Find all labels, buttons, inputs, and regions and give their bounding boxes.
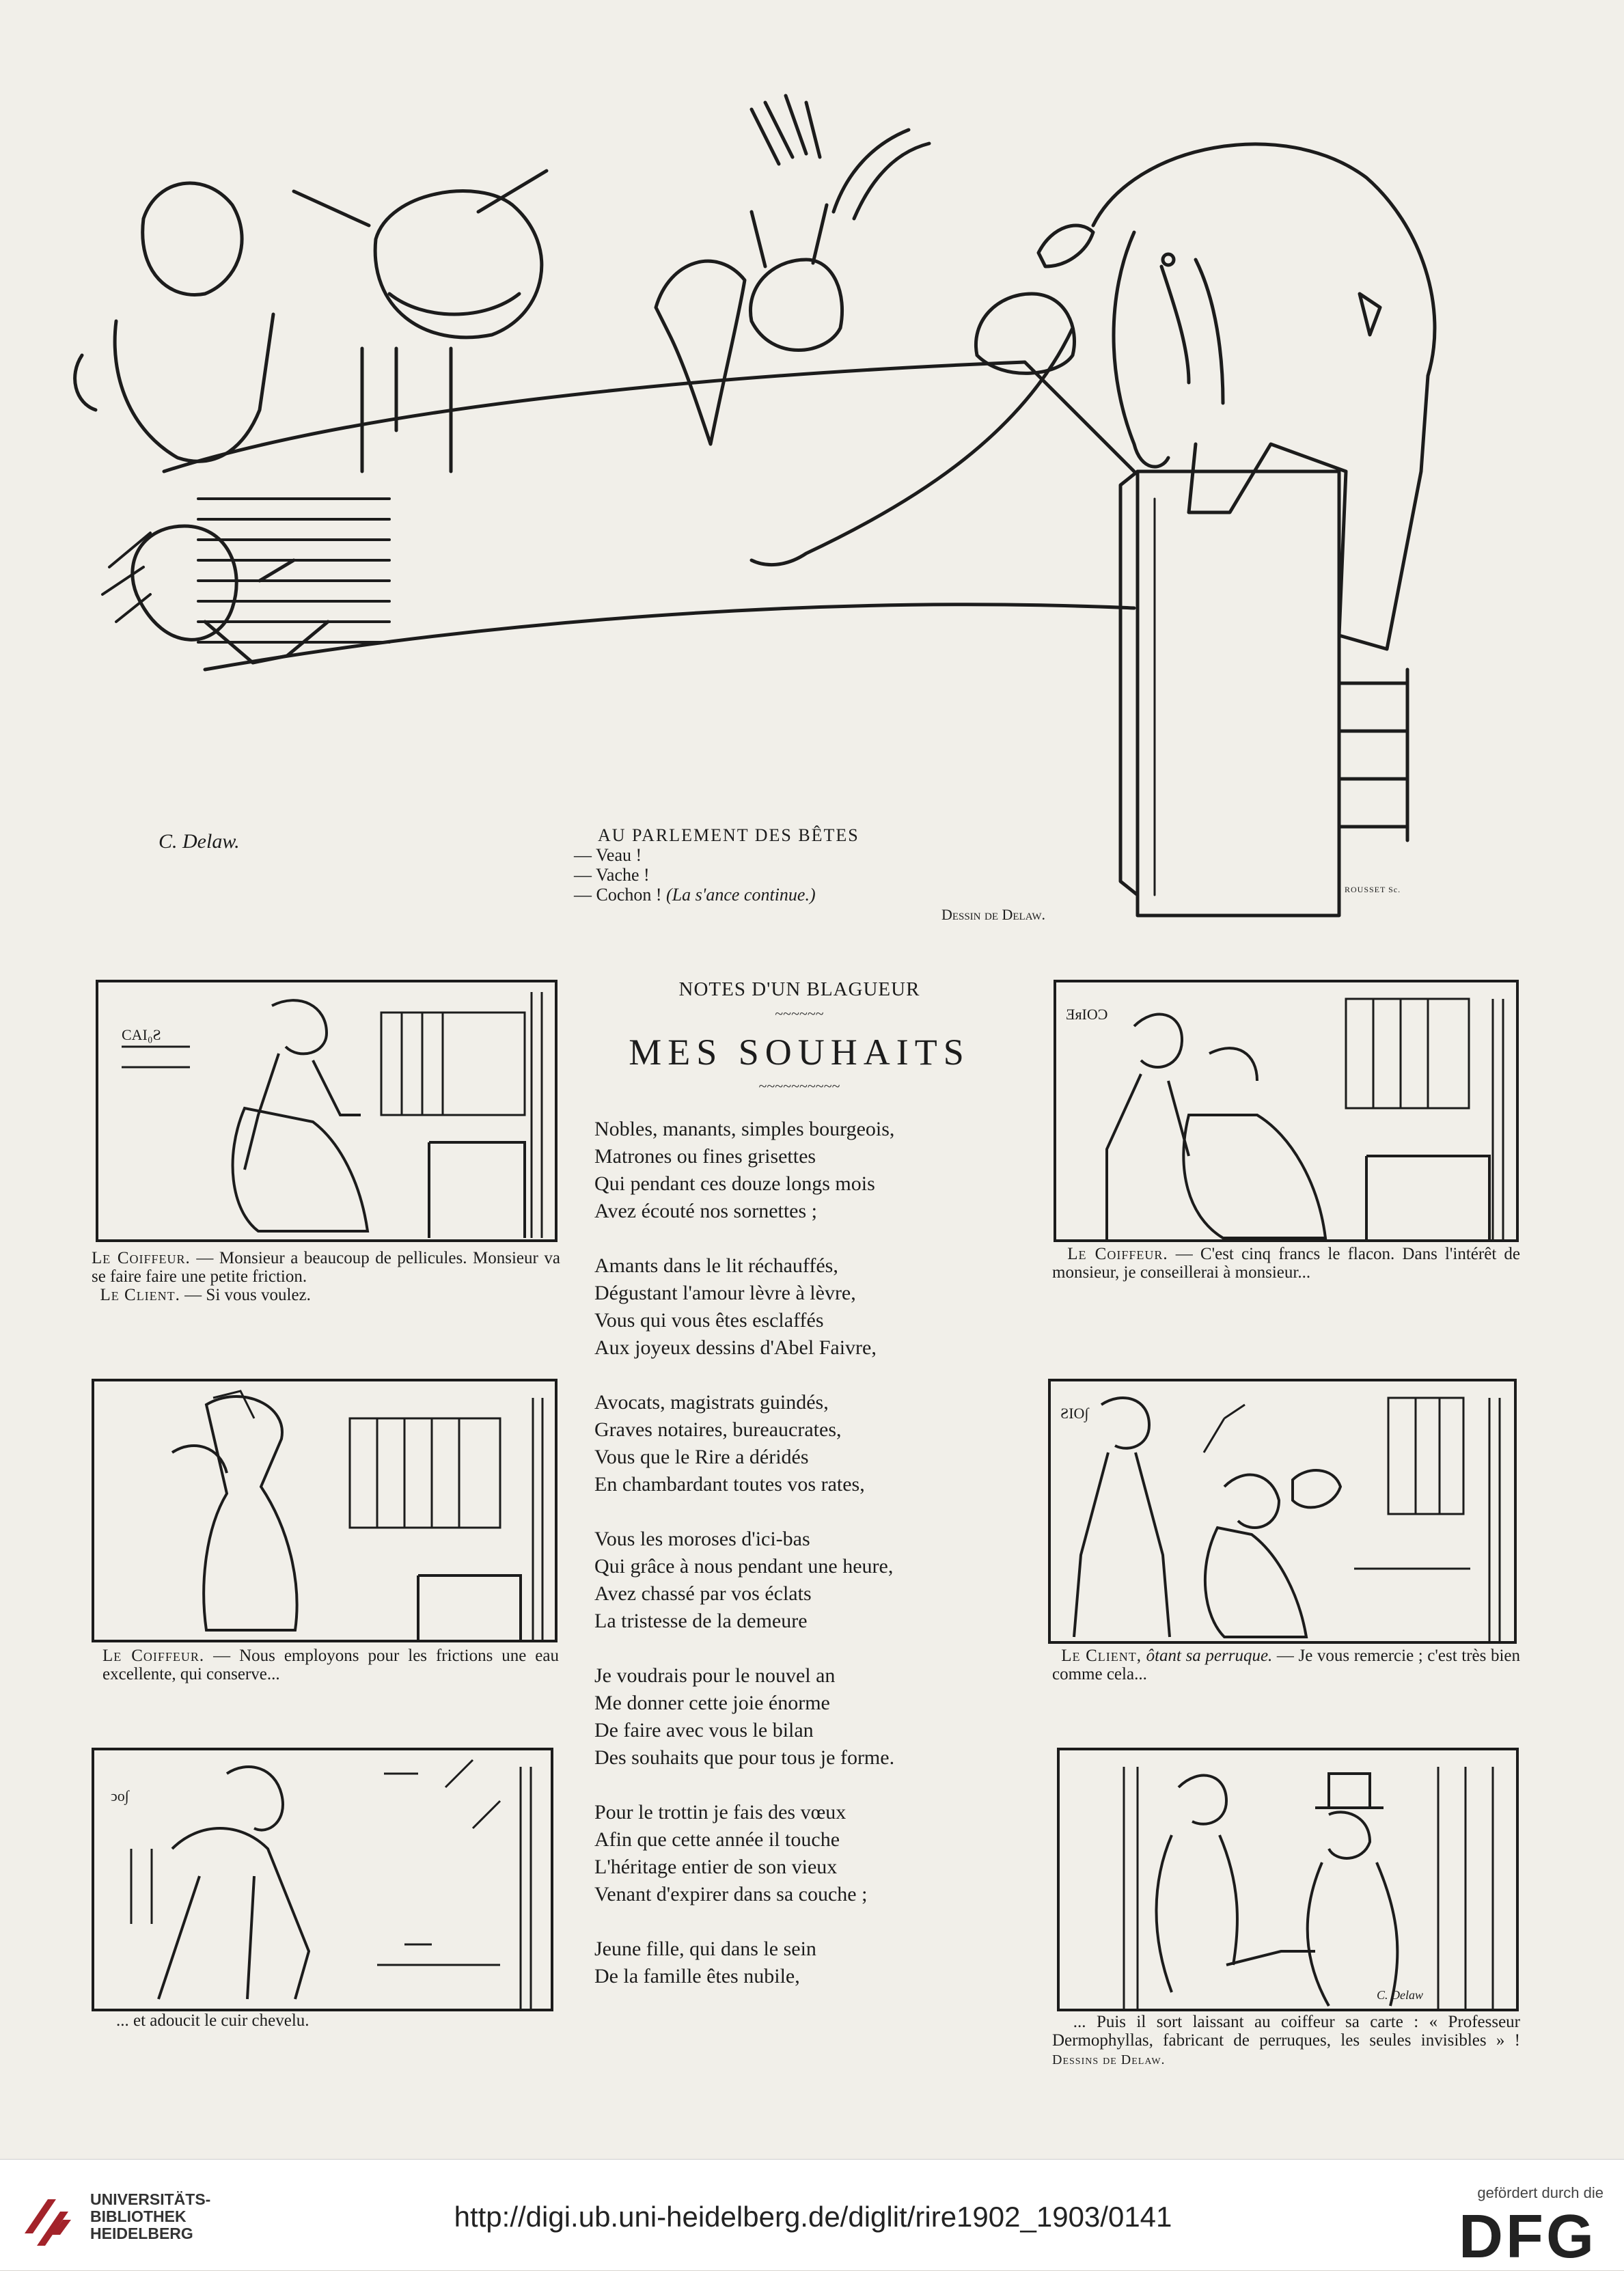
verse-line: Vous les moroses d'ici-bas	[594, 1528, 810, 1550]
verse-line: De faire avec vous le bilan	[594, 1719, 814, 1742]
caption-line	[574, 885, 1073, 905]
verse-line: Amants dans le lit réchauffés,	[594, 1254, 838, 1277]
verse-line: En chambardant toutes vos rates,	[594, 1473, 865, 1496]
comic-panel-left-1	[94, 978, 559, 1243]
verse-line: Je voudrais pour le nouvel an	[594, 1664, 836, 1687]
uni-name-line: UNIVERSITÄTS-	[90, 2190, 211, 2208]
dfg-logo: DFG	[1459, 2203, 1597, 2271]
comic-panel-right-2	[1047, 1377, 1518, 1645]
verse-line: Nobles, manants, simples bourgeois,	[594, 1118, 895, 1140]
speaker: Le Coiffeur.	[102, 1647, 205, 1665]
verse-line: Jeune fille, qui dans le sein	[594, 1938, 816, 1960]
caption-title: AU PARLEMENT DES BÊTES	[598, 825, 859, 845]
caption-italic: (La s'ance continue.)	[666, 885, 816, 905]
panel-left-3-caption	[116, 2011, 553, 2030]
top-illustration-caption	[574, 825, 1073, 924]
svg-text:ƎᴙIOƆ: ƎᴙIOƆ	[1066, 1006, 1108, 1023]
verse-line: La tristesse de la demeure	[594, 1610, 808, 1632]
verse-line: Matrones ou fines grisettes	[594, 1145, 816, 1168]
stanza-4	[594, 1526, 1011, 1635]
verse-line: Dégustant l'amour lèvre à lèvre,	[594, 1282, 856, 1304]
verse-line: Venant d'expirer dans sa couche ;	[594, 1883, 868, 1905]
svg-text:C. Delaw: C. Delaw	[1377, 1988, 1424, 2002]
verse-line: Des souhaits que pour tous je forme.	[594, 1746, 895, 1769]
ornament-2: ~~~~~~~~~~	[758, 1077, 840, 1095]
dialogue: — Si vous voulez.	[180, 1286, 311, 1304]
poem-column	[588, 978, 1011, 2018]
panel-right-2-caption	[1052, 1647, 1520, 1683]
verse-line: Aux joyeux dessins d'Abel Faivre,	[594, 1336, 877, 1359]
dialogue: — Nous employons pour les frictions une eau excellente, qui conserve...	[102, 1647, 559, 1683]
caption-line: — Vache !	[574, 865, 650, 885]
dialogue: ... et adoucit le cuir chevelu.	[116, 2011, 309, 2030]
stanza-6	[594, 1799, 1011, 1908]
verse-line: Qui grâce à nous pendant une heure,	[594, 1555, 894, 1578]
svg-text:ↄo∫: ↄo∫	[111, 1787, 129, 1804]
uni-name-line: HEIDELBERG	[90, 2225, 193, 2242]
comic-panel-left-2	[90, 1377, 559, 1644]
stage-direction: ôtant sa perruque.	[1141, 1647, 1273, 1665]
digitization-footer	[0, 2159, 1624, 2270]
svg-text:CAI₀Ƨ: CAI₀Ƨ	[122, 1026, 161, 1043]
drawings-credit: Dessins de Delaw.	[1052, 2052, 1166, 2067]
dialogue: — Monsieur a beaucoup de pellicules. Monsieur va se faire faire une petite friction.	[92, 1249, 560, 1286]
comic-panel-right-1	[1052, 978, 1520, 1243]
caption-line: — Veau !	[574, 845, 642, 865]
verse-line: Pour le trottin je fais des vœux	[594, 1801, 847, 1823]
verse-line: L'héritage entier de son vieux	[594, 1856, 838, 1878]
ornament: ~~~~~~	[775, 1005, 824, 1022]
stanza-7	[594, 1936, 1011, 1990]
poem-title: MES SOUHAITS	[629, 1032, 970, 1073]
caption-line-text: — Cochon !	[574, 885, 667, 905]
verse-line: Qui pendant ces douze longs mois	[594, 1172, 875, 1195]
speaker: Le Client,	[1061, 1647, 1142, 1665]
stanza-3	[594, 1389, 1011, 1498]
permalink-url[interactable]: http://digi.ub.uni-heidelberg.de/diglit/rire1902_1903/0141	[454, 2201, 1172, 2233]
speaker: Le Client.	[100, 1286, 180, 1304]
university-library-name	[90, 2191, 210, 2242]
parliament-of-beasts-illustration	[68, 89, 1537, 943]
verse-line: Afin que cette année il touche	[594, 1828, 840, 1851]
dialogue: ... Puis il sort laissant au coiffeur sa carte : « Professeur Dermophyllas, fabricant de perruques, les seules invisibles » !	[1052, 2013, 1520, 2050]
speaker: Le Coiffeur.	[1067, 1245, 1168, 1263]
sponsor-text: gefördert durch die	[1477, 2184, 1604, 2201]
panel-left-1-caption	[92, 1249, 560, 1304]
university-library-logo-icon	[20, 2192, 79, 2251]
verse-line: Avez écouté nos sornettes ;	[594, 1200, 818, 1222]
illustration-signature: C. Delaw.	[159, 830, 240, 853]
verse-line: Vous qui vous êtes esclaffés	[594, 1309, 824, 1332]
comic-panel-right-3	[1056, 1746, 1520, 2013]
stanza-5	[594, 1662, 1011, 1772]
verse-line: Graves notaires, bureaucrates,	[594, 1418, 842, 1441]
speaker: Le Coiffeur.	[92, 1249, 191, 1267]
verse-line: Avocats, magistrats guindés,	[594, 1391, 829, 1414]
verse-line: De la famille êtes nubile,	[594, 1965, 800, 1987]
engraver-mark: ROUSSET Sc.	[1345, 885, 1401, 894]
stanza-1	[594, 1116, 1011, 1225]
uni-name-line: BIBLIOTHEK	[90, 2207, 187, 2225]
verse-line: Avez chassé par vos éclats	[594, 1582, 812, 1605]
dialogue: — C'est cinq francs le flacon. Dans l'intérêt de monsieur, je conseillerai à monsieur...	[1052, 1245, 1520, 1282]
svg-text:ƧIO∫: ƧIO∫	[1060, 1405, 1089, 1422]
verse-line: Vous que le Rire a déridés	[594, 1446, 809, 1468]
series-title: NOTES D'UN BLAGUEUR	[678, 978, 920, 1000]
verse-line: Me donner cette joie énorme	[594, 1692, 830, 1714]
comic-panel-left-3	[90, 1746, 555, 2013]
panel-right-3-caption	[1052, 2013, 1520, 2069]
stanza-2	[594, 1252, 1011, 1362]
illustration-credit: Dessin de Delaw.	[941, 906, 1045, 923]
panel-right-1-caption	[1052, 1245, 1520, 1282]
dialogue: — Je vous remercie ; c'est très bien comme cela...	[1052, 1647, 1521, 1683]
panel-left-2-caption	[102, 1647, 559, 1683]
